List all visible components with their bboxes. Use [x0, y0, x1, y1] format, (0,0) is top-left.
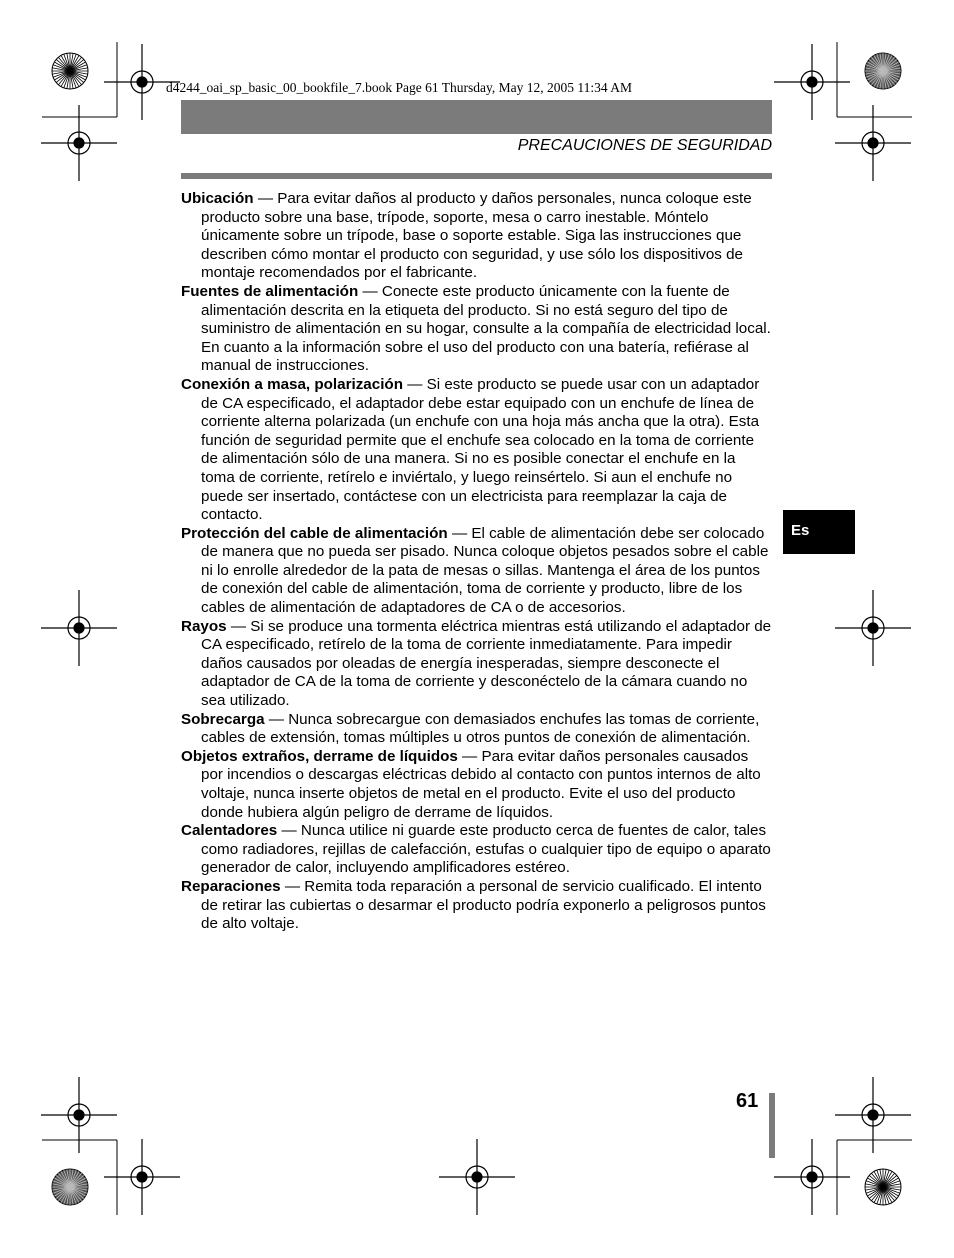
- entry-text: — Para evitar daños personales causados por incendios o descargas eléctricas debido al contacto con puntos internos de alto voltaje, nunca inserte objetos de metal en el producto. Evite el uso del producto donde hubiera algún peligro de derrame de líquidos.: [201, 747, 761, 821]
- registration-mark-icon: [774, 44, 850, 120]
- entry-text: — Para evitar daños al producto y daños personales, nunca coloque este producto sobre una base, trípode, soporte, mesa o carro inestable. Móntelo únicamente sobre un trípode, base o soporte estable. Siga las instrucciones que describen cómo montar el producto con seguridad, y use sólo los dispositivos de montaje recomendados por el fabricante.: [201, 190, 752, 282]
- header-rule: [181, 173, 772, 179]
- color-target-icon: [865, 53, 901, 89]
- entry-term: Reparaciones: [181, 877, 281, 895]
- entry-term: Sobrecarga: [181, 710, 265, 728]
- registration-mark-icon: [439, 1139, 515, 1215]
- registration-mark-icon: [835, 1077, 911, 1153]
- entry-text: — El cable de alimentación debe ser colocado de manera que no pueda ser pisado. Nunca coloque objetos pesados sobre el cable ni lo enrolle alrededor de la pata de mesas o sillas. Mantenga el área de los puntos de conexión del cable de alimentación, toma de corriente y producto, libre de los cables de alimentación de adaptadores de CA o de accesorios.: [201, 524, 769, 617]
- page-number-bar: [769, 1093, 775, 1158]
- entry-text: — Si este producto se puede usar con un adaptador de CA especificado, el adaptador debe estar equipado con un enchufe de línea de corriente alterna polarizada (un enchufe con una hoja más ancha que la otra). Esta función de seguridad permite que el enchufe sea colocado en la toma de corriente de alimentación sólo de una manera. Si no es posible conectar el enchufe en la toma de corriente, retírelo e inviértalo, y luego reinsértelo. Si aun el enchufe no puede ser insertado, contáctese con un electricista para reemplazar la caja de contacto.: [201, 375, 760, 524]
- entry-text: — Nunca utilice ni guarde este producto cerca de fuentes de calor, tales como radiadores, rejillas de calefacción, estufas o cualquier tipo de equipo o aparato generador de calor, incluyendo amplificadores estéreo.: [201, 822, 771, 877]
- entry-calentadores: [181, 822, 772, 878]
- entry-term: Fuentes de alimentación: [181, 282, 359, 300]
- entry-term: Calentadores: [181, 822, 278, 840]
- entry-proteccion-cable: [181, 525, 772, 618]
- entry-fuentes-alimentacion: [181, 283, 772, 376]
- registration-mark-icon: [104, 1139, 180, 1215]
- registration-mark-icon: [41, 1077, 117, 1153]
- entry-rayos: [181, 618, 772, 711]
- entry-term: Ubicación: [181, 190, 254, 207]
- color-target-icon: [865, 1169, 901, 1205]
- entry-term: Rayos: [181, 617, 227, 635]
- entry-objetos-extranos: [181, 748, 772, 822]
- book-file-line: d4244_oai_sp_basic_00_bookfile_7.book Page 61 Thursday, May 12, 2005 11:34 AM: [166, 80, 632, 95]
- entry-term: Objetos extraños, derrame de líquidos: [181, 747, 458, 765]
- header-bar: [181, 100, 772, 134]
- registration-mark-icon: [41, 105, 117, 181]
- entry-text: — Nunca sobrecargue con demasiados enchufes las tomas de corriente, cables de extensión, tomas múltiples u otros puntos de conexión de alimentación.: [201, 710, 760, 747]
- language-tab: Es: [783, 510, 855, 554]
- registration-mark-icon: [835, 590, 911, 666]
- registration-mark-icon: [41, 590, 117, 666]
- entry-text: — Conecte este producto únicamente con la fuente de alimentación descrita en la etiqueta del producto. Si no está seguro del tipo de suministro de alimentación en su hogar, consulte a la compañía de electricidad local. En cuanto a la información sobre el uso del producto con una batería, refiérase al manual de instrucciones.: [201, 282, 771, 375]
- section-title: PRECAUCIONES DE SEGURIDAD: [517, 137, 772, 154]
- entry-reparaciones: [181, 878, 772, 934]
- entry-sobrecarga: [181, 711, 772, 748]
- entry-conexion-masa: [181, 376, 772, 525]
- color-target-icon: [52, 1169, 88, 1205]
- entry-text: — Remita toda reparación a personal de servicio cualificado. El intento de retirar las cubiertas o desarmar el producto podría exponerlo a peligrosos puntos de alto voltaje.: [201, 877, 766, 933]
- safety-text: [181, 190, 772, 934]
- registration-mark-icon: [774, 1139, 850, 1215]
- entry-term: Conexión a masa, polarización: [181, 375, 403, 393]
- entry-term: Protección del cable de alimentación: [181, 524, 448, 542]
- entry-text: — Si se produce una tormenta eléctrica mientras está utilizando el adaptador de CA especificado, retírelo de la toma de corriente inmediatamente. Para impedir daños causados por oleadas de energía inesperadas, siempre desconecte el adaptador de CA de la toma de corriente y desconéctelo de la cámara cuando no sea utilizado.: [201, 617, 772, 710]
- page-number: 61: [736, 1090, 759, 1112]
- color-target-icon: [52, 53, 88, 89]
- entry-ubicacion: [181, 190, 772, 283]
- registration-mark-icon: [835, 105, 911, 181]
